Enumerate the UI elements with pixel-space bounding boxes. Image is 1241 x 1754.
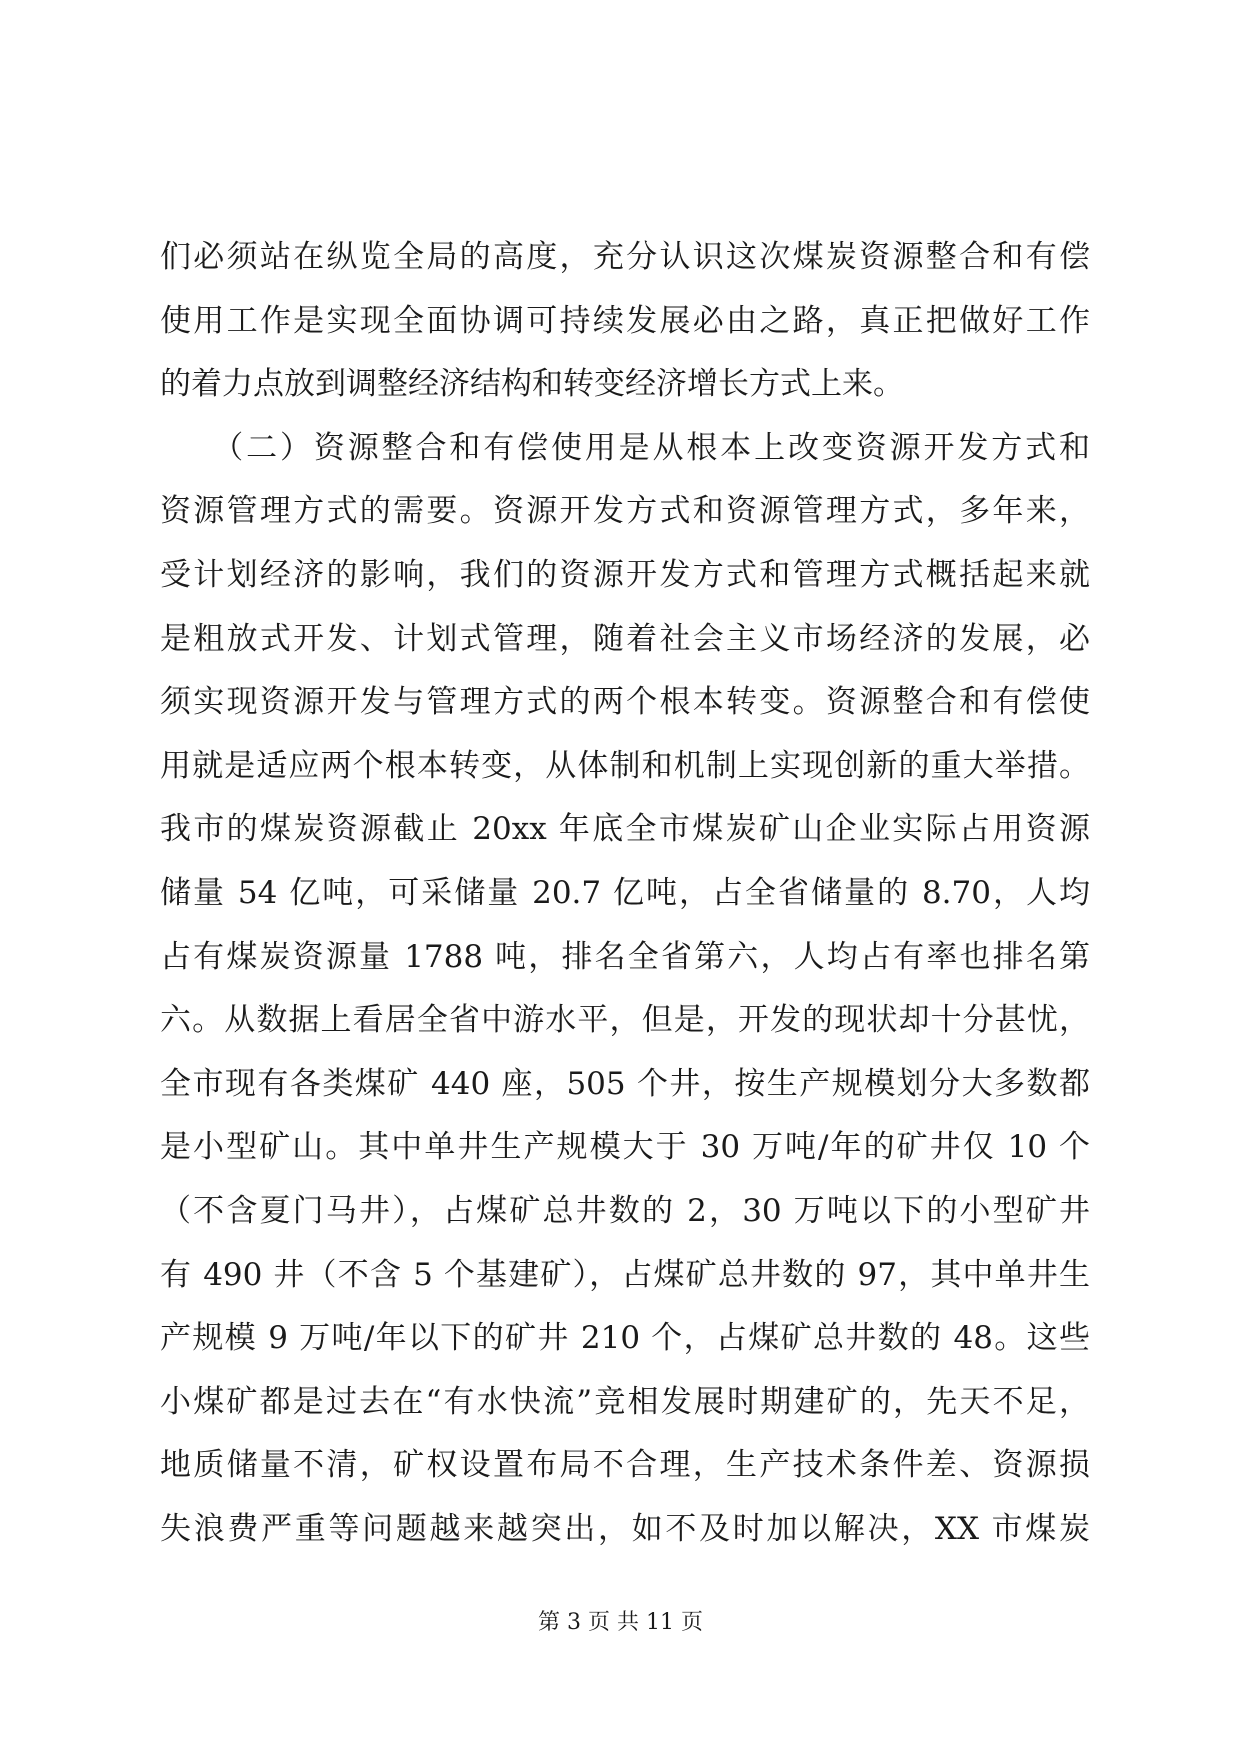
text-line: 全市现有各类煤矿 440 座，505 个井，按生产规模划分大多数都 [160,1065,1090,1102]
text-line: 小煤矿都是过去在“有水快流”竞相发展时期建矿的，先天不足， [160,1383,1090,1420]
body-text [160,226,1090,1561]
text-line: 资源管理方式的需要。资源开发方式和资源管理方式，多年来， [160,493,1090,530]
page-number: 第 3 页 共 11 页 [538,1610,703,1635]
text-line: 受计划经济的影响，我们的资源开发方式和管理方式概括起来就 [160,556,1090,593]
text-line: 有 490 井（不含 5 个基建矿），占煤矿总井数的 97，其中单井生 [160,1256,1090,1293]
text-line: 须实现资源开发与管理方式的两个根本转变。资源整合和有偿使 [160,684,1090,721]
text-line: 产规模 9 万吨/年以下的矿井 210 个，占煤矿总井数的 48。这些 [160,1320,1090,1357]
text-line: 使用工作是实现全面协调可持续发展必由之路，真正把做好工作 [160,302,1090,339]
text-line: 是小型矿山。其中单井生产规模大于 30 万吨/年的矿井仅 10 个 [160,1129,1090,1166]
text-line: 们必须站在纵览全局的高度，充分认识这次煤炭资源整合和有偿 [160,239,1090,275]
text-line: 用就是适应两个根本转变，从体制和机制上实现创新的重大举措。 [160,747,1090,784]
page-footer [0,1608,1241,1638]
text-line: 我市的煤炭资源截止 20xx 年底全市煤炭矿山企业实际占用资源 [160,811,1090,848]
text-line: （不含夏门马井），占煤矿总井数的 2，30 万吨以下的小型矿井 [160,1192,1090,1229]
text-line: 失浪费严重等问题越来越突出，如不及时加以解决，XX 市煤炭 [160,1510,1090,1547]
text-line: 是粗放式开发、计划式管理，随着社会主义市场经济的发展，必 [160,620,1090,657]
text-line: 占有煤炭资源量 1788 吨，排名全省第六，人均占有率也排名第 [160,938,1090,975]
text-line: 储量 54 亿吨，可采储量 20.7 亿吨，占全省储量的 8.70，人均 [160,874,1090,911]
text-line: 的着力点放到调整经济结构和转变经济增长方式上来。 [160,366,904,403]
text-line: 地质储量不清，矿权设置布局不合理，生产技术条件差、资源损 [160,1447,1090,1484]
text-line: （二）资源整合和有偿使用是从根本上改变资源开发方式和 [160,429,1090,466]
text-line: 六。从数据上看居全省中游水平，但是，开发的现状却十分甚忧， [160,1002,1090,1039]
